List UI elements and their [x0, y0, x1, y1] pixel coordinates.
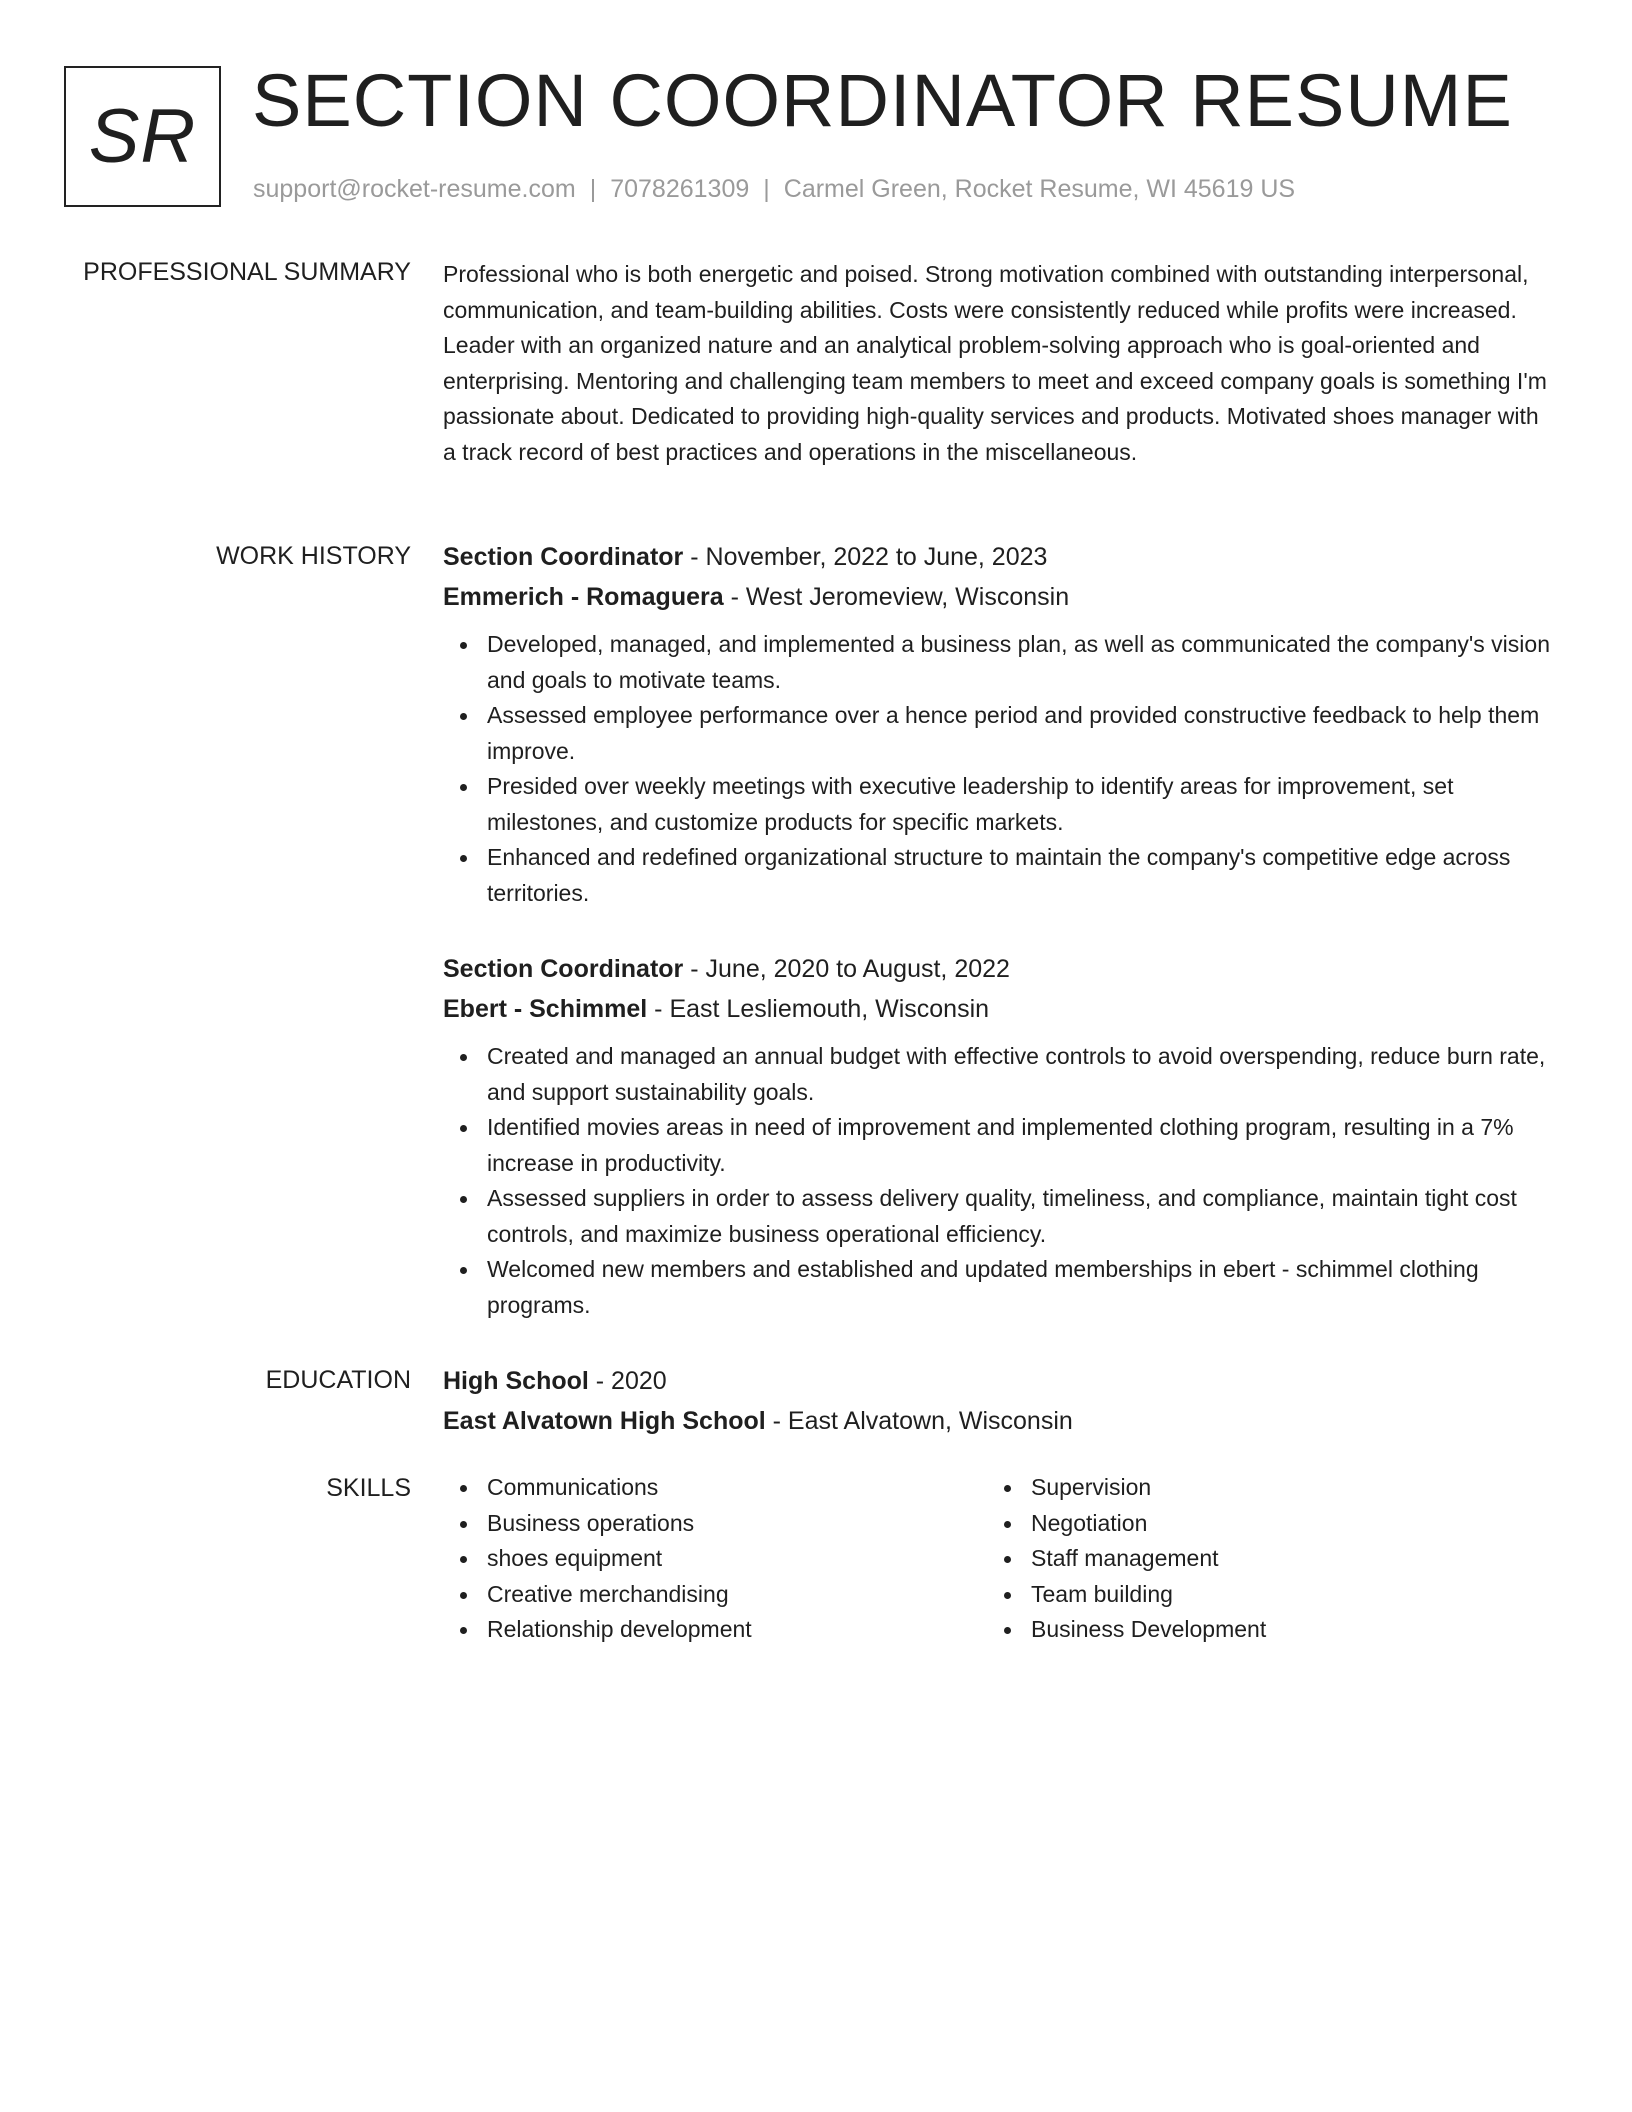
job-entry: [443, 537, 1555, 911]
resume-title: SECTION COORDINATOR RESUME: [252, 59, 1513, 142]
education-degree: High School: [443, 1367, 589, 1395]
job-company: Ebert - Schimmel: [443, 995, 648, 1023]
skills-section: [443, 1470, 1555, 1670]
skills-list: [443, 1470, 752, 1648]
list-item: Staff management: [1031, 1541, 1266, 1577]
list-item: Identified movies areas in need of improvement and implemented clothing program, resulting in a 7% increase in productivity.: [487, 1110, 1555, 1181]
list-item: Presided over weekly meetings with executive leadership to identify areas for improvement, set milestones, and customize products for specific markets.: [487, 769, 1555, 840]
list-item: Assessed suppliers in order to assess delivery quality, timeliness, and compliance, maintain tight cost controls, and maximize business operational efficiency.: [487, 1181, 1555, 1252]
contact-separator: |: [589, 175, 597, 203]
job-bullets: [443, 1039, 1555, 1323]
section-label-education: EDUCATION: [265, 1366, 411, 1394]
job-title-line: [443, 949, 1555, 989]
list-item: Enhanced and redefined organizational structure to maintain the company's competitive edge across territories.: [487, 840, 1555, 911]
list-item: Negotiation: [1031, 1506, 1266, 1542]
education-section: [443, 1361, 1555, 1441]
contact-separator: |: [763, 175, 770, 203]
education-year: - 2020: [588, 1367, 667, 1395]
skills-column-left: [443, 1470, 752, 1648]
education-location: - East Alvatown, Wisconsin: [765, 1407, 1073, 1435]
list-item: Creative merchandising: [487, 1577, 752, 1613]
job-location: - West Jeromeview, Wisconsin: [723, 583, 1070, 611]
skills-column-right: [987, 1470, 1266, 1648]
list-item: Created and managed an annual budget with effective controls to avoid overspending, reduce burn rate, and support sustainability goals.: [487, 1039, 1555, 1110]
education-school: East Alvatown High School: [443, 1407, 766, 1435]
section-label-work-history: WORK HISTORY: [216, 542, 411, 570]
summary-text: Professional who is both energetic and poised. Strong motivation combined with outstanding interpersonal, communication, and team-building abilities. Costs were consistently reduced while profits were increased. Leader with an organized nature and an analytical problem-solving approach who is goal-oriented and enterprising. Mentoring and challenging team members to meet and exceed company goals is something I'm passionate about. Dedicated to providing high-quality services and products. Motivated shoes manager with a track record of best practices and operations in the miscellaneous.: [443, 261, 1547, 465]
job-bullets: [443, 627, 1555, 911]
job-dates: - June, 2020 to August, 2022: [683, 955, 1010, 983]
job-title-line: [443, 537, 1555, 577]
contact-email: support@rocket-resume.com: [253, 175, 576, 203]
list-item: Team building: [1031, 1577, 1266, 1613]
section-label-skills: SKILLS: [326, 1474, 411, 1502]
list-item: Supervision: [1031, 1470, 1266, 1506]
list-item: Assessed employee performance over a hence period and provided constructive feedback to help them improve.: [487, 698, 1555, 769]
monogram-initials: SR: [88, 93, 197, 179]
contact-line: [253, 174, 1295, 204]
job-company: Emmerich - Romaguera: [443, 583, 724, 611]
education-degree-line: [443, 1361, 1555, 1401]
skills-list: [987, 1470, 1266, 1648]
job-location: - East Lesliemouth, Wisconsin: [647, 995, 990, 1023]
list-item: Developed, managed, and implemented a business plan, as well as communicated the company's vision and goals to motivate teams.: [487, 627, 1555, 698]
job-company-line: [443, 989, 1555, 1029]
section-label-summary: PROFESSIONAL SUMMARY: [83, 258, 411, 286]
contact-address: Carmel Green, Rocket Resume, WI 45619 US: [783, 175, 1296, 203]
summary-section: [443, 257, 1555, 470]
monogram-box: [64, 66, 221, 207]
list-item: Business operations: [487, 1506, 752, 1542]
list-item: shoes equipment: [487, 1541, 752, 1577]
list-item: Relationship development: [487, 1612, 752, 1648]
list-item: Communications: [487, 1470, 752, 1506]
contact-phone: 7078261309: [610, 175, 750, 203]
list-item: Business Development: [1031, 1612, 1266, 1648]
education-school-line: [443, 1401, 1555, 1441]
job-dates: - November, 2022 to June, 2023: [683, 543, 1048, 571]
job-company-line: [443, 577, 1555, 617]
job-entry: [443, 949, 1555, 1323]
job-title: Section Coordinator: [443, 955, 684, 983]
job-title: Section Coordinator: [443, 543, 684, 571]
list-item: Welcomed new members and established and updated memberships in ebert - schimmel clothing programs.: [487, 1252, 1555, 1323]
